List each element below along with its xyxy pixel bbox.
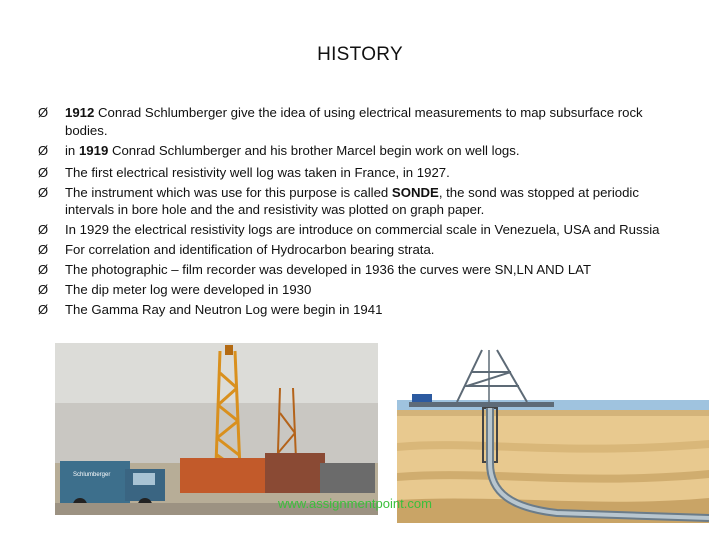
bullet-1941 <box>38 301 668 319</box>
borehole-diagram <box>397 348 709 523</box>
bullet-year: 1919 <box>78 143 109 158</box>
bullet-1930 <box>38 281 668 299</box>
bullet-arrow-icon: Ø <box>38 242 49 257</box>
bullet-text: , the sond was stopped at periodic intervals in bore hole and the and resistivity was plotted on graph paper. <box>65 184 639 217</box>
bullet-1929 <box>38 221 668 239</box>
bullet-text: in <box>65 143 79 158</box>
bullet-1912 <box>38 104 668 139</box>
bullet-correlation <box>38 241 668 259</box>
bullet-text: The dip meter log were developed in 1930 <box>65 282 312 297</box>
history-bullet-list <box>38 104 668 321</box>
borehole-diagram-svg <box>397 348 709 523</box>
bullet-1919 <box>38 142 668 160</box>
truck-logo-text: Schlumberger <box>73 472 111 478</box>
bullet-text: In 1929 the electrical resistivity logs are introduce on commercial scale in Venezuela, USA and Russia <box>65 222 660 237</box>
logging-rig-photo-svg <box>55 343 378 515</box>
bullet-text: Conrad Schlumberger and his brother Marcel begin work on well logs. <box>108 143 520 158</box>
bullet-text: The first electrical resistivity well log was taken in France, in 1927. <box>65 164 450 180</box>
bullet-text: The Gamma Ray and Neutron Log were begin in 1941 <box>65 302 383 317</box>
watermark-link[interactable]: www.assignmentpoint.com <box>278 496 432 511</box>
bullet-sonde-term: SONDE <box>391 184 439 200</box>
bullet-first-log <box>38 164 668 182</box>
bullet-text: The photographic – film recorder was developed in 1936 the curves were SN,LN AND LAT <box>65 262 592 277</box>
bullet-arrow-icon: Ø <box>38 302 49 317</box>
bullet-1936 <box>38 261 668 279</box>
bullet-arrow-icon: Ø <box>38 105 49 120</box>
bullet-arrow-icon: Ø <box>38 184 49 200</box>
bullet-arrow-icon: Ø <box>38 143 49 158</box>
bullet-text: Conrad Schlumberger give the idea of using electrical measurements to map subsurface rock bodies. <box>65 105 643 138</box>
bullet-text: The instrument which was use for this purpose is called <box>65 184 392 200</box>
bullet-arrow-icon: Ø <box>38 222 49 237</box>
logging-rig-photo <box>55 343 378 515</box>
bullet-arrow-icon: Ø <box>38 262 49 277</box>
bullet-arrow-icon: Ø <box>38 164 49 180</box>
bullet-arrow-icon: Ø <box>38 282 49 297</box>
slide-title: HISTORY <box>317 44 403 65</box>
bullet-year: 1912 <box>65 105 95 120</box>
bullet-text: For correlation and identification of Hydrocarbon bearing strata. <box>65 242 435 257</box>
bullet-sonde <box>38 184 668 219</box>
